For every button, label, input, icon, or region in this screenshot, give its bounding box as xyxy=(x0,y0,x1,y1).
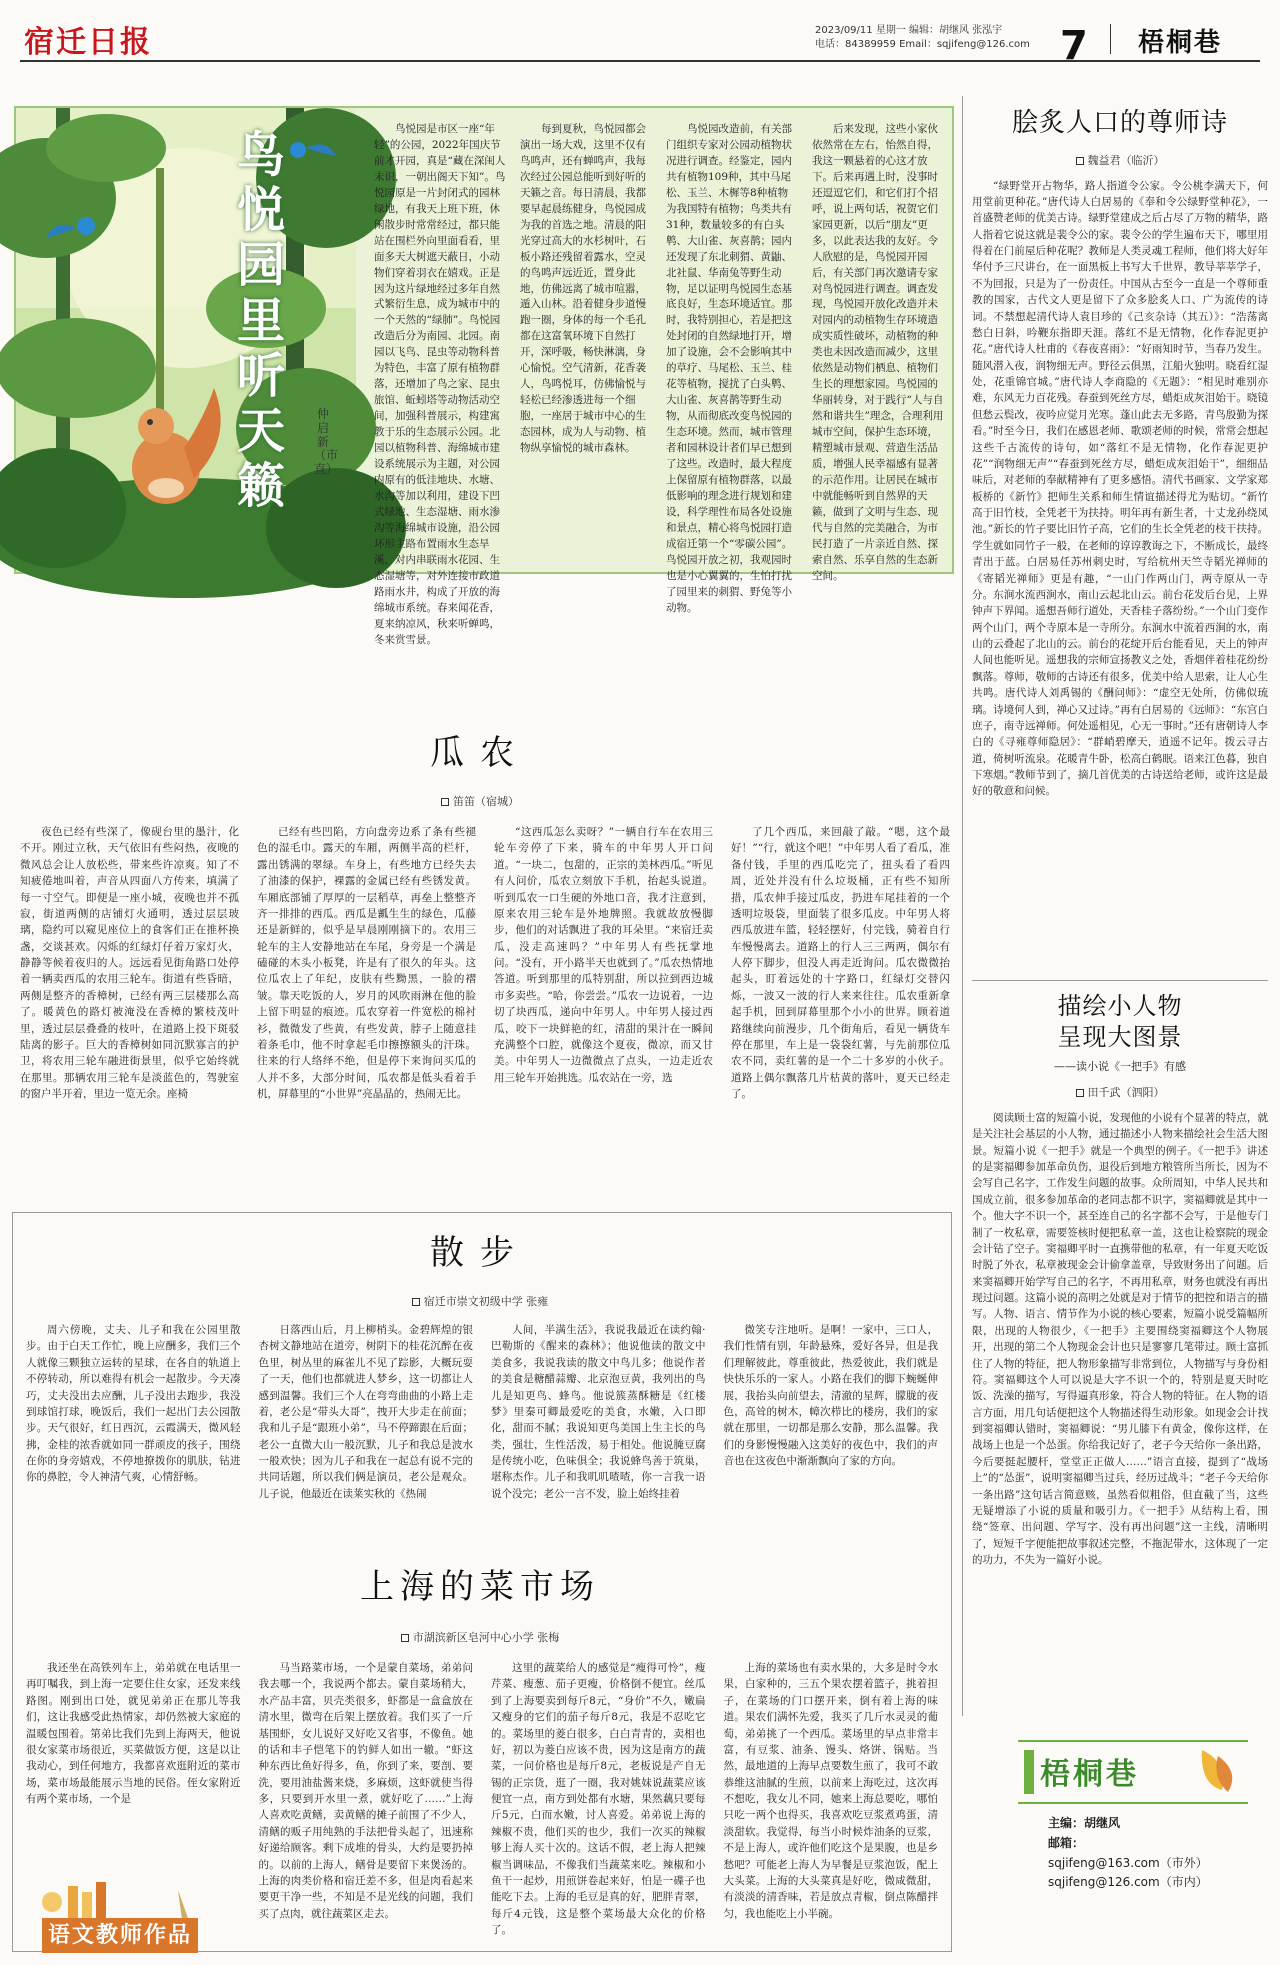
column-logo-text: 梧桐巷 xyxy=(1040,1757,1139,1792)
byline-square-icon xyxy=(401,1634,409,1642)
feature-byline: 仲启新（市直） xyxy=(314,407,339,477)
right-article-2-byline xyxy=(972,1085,1268,1102)
byline-square-icon xyxy=(441,798,449,806)
san-bu-col-1: 周六傍晚，丈夫、儿子和我在公园里散步。由于白天工作忙，晚上应酬多，我们三个人就像三颗独立运转的星球，在各自的轨道上不停转动，所以难得有机会一起散步。今天凑巧，丈夫没出去应酬，儿子没出去跑步，我没到球馆打球，晚饭后，我们一起出门去公园散步。天气很好，红日西沉，云霞满天，微风轻拂，金桂的浓香就如同一群顽皮的孩子，围绕在你的身旁嬉戏，不停地撩拨你的肌肤，钻进你的鼻腔，令人神清气爽，心情舒畅。 xyxy=(26,1324,241,1484)
right-article-1-author: 魏益君（临沂） xyxy=(1087,154,1165,167)
cai-shi-chang-col-2: 马当路菜市场，一个是蒙自菜场，弟弟问我去哪一个，我说两个都去。蒙自菜场稍大，水产品丰富，贝壳类很多，虾都是一盒盒放在清水里，微弯在后架上摆放着。我们买了一斤基围虾，女儿说好又好吃又省事，不像鱼。她的话和丰子恺笔下的钓鲜人如出一辙。“虾这种东西比鱼好得多，鱼，你到了来，要剖、要洗，要用油盐酱来烧，多麻烦，这虾就使当得多，只要到开水里一煮，就好吃了……”上海人喜欢吃黄鳝，卖黄鳝的摊子前围了不少人，清鳝的贩子用纯熟的手法把骨头起了，迅速称好递给顾客。剩下成堆的骨头，大约是要扔掉的。以前的上海人，鳝骨是要留下来煲汤的。上海的肉类价格和宿迁差不多，但是肉看起来要更干净一些，不知是不是光线的问题，我们买了点肉，就往蔬菜区走去。 xyxy=(258,1662,473,1920)
editor-info xyxy=(1048,1814,1208,1893)
san-bu-columns xyxy=(26,1322,938,1540)
contact-line: 电话：84389959 Email：sqjifeng@126.com xyxy=(815,39,1030,50)
teacher-works-badge xyxy=(28,1880,228,1950)
san-bu-author: 宿迁市崇文初级中学 张雍 xyxy=(423,1295,549,1308)
right-article-2-title-line1: 描绘小人物 xyxy=(1057,991,1183,1020)
right-article-1-byline xyxy=(972,153,1268,170)
cai-shi-chang-col-3: 这里的蔬菜给人的感觉是“瘦得可怜”，瘦芹菜、瘦葱、茄子更瘦，价格倒不便宜。丝瓜到了上海要卖到每斤8元，“身价”不久，嫩扁又瘦身的它们的茄子每斤8元，我是不忍吃它的。菜场里的菱白很多，白白青青的，卖相也好，初以为菱白应该不贵，因为这是南方的蔬菜，一问价格也是每斤8元，老板说是产自无锡的正宗货，逛了一圈，我对姚妹说蔬菜应该便宜一点，南方到处都有水塘，果然藕只要每斤5元，白而水嫩，讨人喜爱。弟弟说上海的辣椒不贵，他们买的也少，我们一次买的辣椒够上海人买十次的。这话不假，老上海人把辣椒当调味品，不像我们当蔬菜来吃。辣椒和小鱼干一起炒，用煎饼卷起来好，怕是一碟子也能吃下去。上海的毛豆是真的好，肥胖青翠，每斤4元钱，这是整个菜场最大众化的价格了。 xyxy=(491,1662,706,1936)
gua-nong-title: 瓜农 xyxy=(430,733,530,773)
editor-label: 主编：胡继风 xyxy=(1048,1816,1121,1830)
byline-square-icon xyxy=(1076,1089,1084,1097)
right-article-2-body: 阅读顾士富的短篇小说，发现他的小说有个显著的特点，就是关注社会基层的小人物，通过描述小人物来描绘社会生活大图景。短篇小说《一把手》就是一个典型的例子。《一把手》讲述的是窦福卿参加革命负伤，退役后到地方粮管所当所长，因为不会写自己名字，工作发生问题的故事。众所周知，中华人民共和国成立前，很多参加革命的老同志都不识字，窦福卿就是其中一个。他大字不识一个，甚至连自己的名字都不会写，于是他专门制了一枚私章，需要签核时便把私章一盖，这也让检察院的现金会计钻了空子。窦福卿平时一直携带他的私章，有一年夏天吃饭时脱了外衣，私章被现金会计偷拿盖章，导致财务出了问题。后来窦福卿开始学写自己的名字，不再用私章，财务也就没有再出现过问题。这篇小说的高明之处就是对于情节的把控和语言的描写。人物、语言、情节作为小说的核心要素，短篇小说受篇幅所限，出现的人物很少，《一把手》主要围绕窦福卿这个人物展开，出现的第二个人物现金会计也只是寥寥几笔带过。顾士富抓住了人物的特征，把人物形象描写非常到位，人物描写与身份相符。窦福卿这个人可以说是大字不识一个的，特别是夏天时吃饭、洗澡的描写，写得逼真形象，符合人物的特征。在人物的语言方面，用几句话便把这个人物描述得生动形象。如现金会计找到窦福卿认错时，窦福卿说：“男儿膝下有黄金，像你这样，在战场上也是一个怂蛋。你给我记好了，老子今天给你一条出路，今后要挺起腰杆，堂堂正正做人……”语言直接，提到了“战场上”的“怂蛋”，说明窦福卿当过兵，经历过战斗；“老子今天给你一条出路”这句话言简意赅，虽然看似粗俗，但直截了当，这些无疑增添了小说的质量和吸引力。《一把手》从结构上看，围绕“签章、出问题、学写字、没有再出问题”这一主线，清晰明了，短短千字便能把故事叙述完整，不拖泥带水，这体现了一定的功力，不失为一篇好小说。 xyxy=(972,1111,1268,1566)
byline-square-icon xyxy=(1076,157,1084,165)
right-article-2-title-line2: 呈现大图景 xyxy=(1057,1022,1183,1051)
right-article-2-subtitle: ——读小说《一把手》有感 xyxy=(1054,1059,1186,1073)
email-link-1[interactable]: sqjifeng@163.com（市外） xyxy=(1048,1855,1208,1870)
feature-title: 鸟悦园里听天籁 xyxy=(236,127,285,515)
column-logo xyxy=(1018,1740,1248,1804)
issue-meta xyxy=(815,24,1030,52)
gua-nong-col-4: 了几个西瓜，来回敲了敲。“嗯，这个最好！”“行，就这个吧！”中年男人看了看瓜，准备付钱，手里的西瓜吃完了，扭头看了看四周，近处并没有什么垃圾桶，正有些不知所措，瓜农伸手接过瓜皮，扔进车尾挂着的一个透明垃圾袋，里面装了很多瓜皮。中年男人将西瓜放进车篮，轻轻摆好，付完钱，骑着自行车慢慢离去。道路上的行人三三两两，偶尔有人停下脚步，但没人再走近询问。瓜农微微抬起头，盯着远处的十字路口，红绿灯交替闪烁，一波又一波的行人来来往往。瓜农重新拿起手机，回到屏幕里那个小小的世界。顾着道路继续向前漫步，几个街角后，看见一辆货车停在那里，车上是一袋袋红薯，与先前那位瓜农不同，卖红薯的是一个二十多岁的小伙子。道路上偶尔飘落几片枯黄的落叶，夏天已经走了。 xyxy=(731,826,950,1100)
right-article-1-body: “绿野堂开占物华，路人指道令公家。令公桃李满天下，何用堂前更种花。”唐代诗人白居易的《奉和令公绿野堂种花》，一首盛赞老师的优美古诗。绿野堂建成之后占尽了万物的精华，路人指着它说这就是裴令公的家。裴令公的学生遍布天下，哪里用得着在门前屋后种花呢？教师是人类灵魂工程师，他们将大好年华付予三尺讲台，在一面黑板上书写大千世界，教导莘莘学子，不为回报，只是为了一份责任。中国从古至今一直是一个尊师重教的国家，古代文人更是留下了众多脍炙人口、广为流传的诗词。不禁想起清代诗人袁目珍的《己亥杂诗（其五）》：“浩荡离愁白日斜，吟鞭东指即天涯。落红不是无情物，化作春泥更护花。”唐代诗人杜甫的《春夜喜雨》：“好雨知时节，当春乃发生。随风潜入夜，润物细无声。野径云俱黑，江船火独明。晓看红湿处，花重锦官城。”唐代诗人李商隐的《无题》：“相见时难别亦难，东风无力百花残。春蚕到死丝方尽，蜡炬成灰泪始干。晓镜但愁云鬓改，夜吟应觉月光寒。蓬山此去无多路，青鸟殷勤为探看。”时至今日，我们在感恩老师、歌颂老师的时候，常常会想起这些千古流传的诗句，如“落红不是无情物，化作春泥更护花”“润物细无声”“春蚕到死丝方尽，蜡炬成灰泪始干”，细细品味后，对老师的奉献精神有了更多感悟。清代书画家、文学家郑板桥的《新竹》把师生关系和师生情谊描述得尤为贴切。“新竹高于旧竹枝，全凭老干为扶持。明年再有新生者，十丈龙孙绕凤池。”新长的竹子要比旧竹子高，它们的生长全凭老的枝干扶持。学生就如同竹子一般，在老师的谆谆教诲之下，不断成长，最终青出于蓝。白居易任苏州刺史时，写给杭州天竺寺韬光禅师的《寄韬光禅师》更是有趣，“一山门作两山门，两寺原从一寺分。东涧水流西涧水，南山云起北山云。前台花发后台见，上界钟声下界闻。遥想吾师行道处，天香桂子落纷纷。”一个山门变作两个山门，两个寺原本是一寺所分。东涧水中流着西涧的水，南山的云叠起了北山的云。前台的花绽开后台能看见，天上的钟声人间也能听见。遥想我的宗师宣扬教义之处，香烟伴着桂花纷纷飘落。尊师，敬师的古诗还有很多，优美中给人思索，让人心生共鸣。唐代诗人刘禹锡的《酬问师》：“虚空无处所，仿佛似琉璃。诗境何人到，禅心又过诗。”再有白居易的《远师》：“东宫白庶子，南寺远禅师。何处遥相见，心无一事时。”还有唐朝诗人李白的《寻雍尊师隐居》：“群峭碧摩天，逍遥不记年。拨云寻古道，倚树听流泉。花暖青牛卧，松高白鹤眠。语来江色暮，独自下寒烟。”教师节到了，摘几首优美的古诗送给老师，或许这是最好的敬意和问候。 xyxy=(972,179,1268,798)
san-bu-col-4: 微笑专注地听。是啊！一家中，三口人，我们性情有别，年龄悬殊，爱好各异，但是我们理解彼此，尊重彼此，热爱彼此，我们就是快快乐乐的一家人。小路在我们的脚下蜿蜒伸展，我抬头向前望去，清澈的星辉，朦胧的夜色，高耸的树木，幛次栉比的楼房，我们的家就在那里，一切都是那么安静，那么温馨。我们的身影慢慢融入这美好的夜色中，我们的声音也在这夜色中渐渐飘向了家的方向。 xyxy=(723,1324,938,1467)
feature-col-2: 每到夏秋，鸟悦园都会演出一场大戏，这里不仅有鸟鸣声，还有蝉鸣声，我每次经过公园总能听到好听的天籁之音。每日清晨，我都要早起晨练健身，鸟悦园成为我的首选之地。清晨的阳光穿过高大的水杉树叶，石板小路还残留着露水，空灵的鸟鸣声远近近，置身此地，仿佛远离了城市喧嚣，遁入山林。沿着健身步道慢跑一圈，身体的每一个毛孔都在这富氧环境下自然打开，深呼吸，畅快淋漓，身心愉悦。空气清新，花香袭人，鸟鸣悦耳，仿佛愉悦与轻松已经渗透进每一个细胞，一座居于城市中心的生态园林，成为人与动物、植物纵享愉悦的城市森林。 xyxy=(520,123,646,455)
date-line: 2023/09/11 星期一 编辑：胡继风 张泓宇 xyxy=(815,25,1003,36)
gua-nong-col-3: “这西瓜怎么卖呀？”一辆自行车在农用三轮车旁停了下来，骑车的中年男人开口问道。“一块二，包甜的，正宗的美林西瓜。”听见有人问价，瓜农立刻放下手机，抬起头说道。听到瓜农一口生硬的外地口音，我才注意到，原来农用三轮车是外地牌照。我就故放慢脚步，他们的对话飘进了我的耳朵里。“来宿迁卖瓜，没走高速吗？”中年男人有些抚掌地问。“没有，开小路半天也就到了。”瓜农热情地答道。听到那里的瓜特别甜，所以拉到西边城市多卖些。“哈，你尝尝。”瓜农一边说着，一边切了块西瓜，递向中年男人。中年男人接过西瓜，咬下一块鲜艳的红，清甜的果汁在一瞬间充满整个口腔，就像这个夏夜，微凉，而又甘美。中年男人一边微微点了点头，一边走近农用三轮车开始挑选。瓜农站在一旁，选 xyxy=(494,826,713,1084)
email-link-2[interactable]: sqjifeng@126.com（市内） xyxy=(1048,1875,1208,1890)
feature-col-1: 鸟悦园是市区一座“年轻”的公园，2022年国庆节前才开园，真是“藏在深闺人未识，一朝出阁天下知”。鸟悦园原是一片封闭式的园林绿地，有我天上班下班，休闲散步时常常经过，都只能站在围栏外向里面看看，里面多天大树遮天蔽日，小动物们穿着羽衣在嬉戏。正是因为这片绿地经过多年自然式繁衍生息，成为城市中的一个天然的“绿肺”。鸟悦园改造后分为南园、北园。南园以飞鸟、昆虫等动物科普为特色，丰富了原有植物群落，还增加了鸟之家、昆虫旅馆、蚯蚓塔等动物活动空间，加强科普展示，构建寓教于乐的生态展示公园。北园以植物科普、海绵城市建设系统展示为主题，对公园内原有的低洼地块、水塘、水沟等加以利用，建设下凹式绿地、生态湿塘、雨水渗沟等海绵城市设施，沿公园环形主路布置雨水生态旱溪，对内串联雨水花园、生态湿塘等，对外连接市政道路雨水井，构成了开放的海绵城市系统。春来闻花香，夏来纳凉风，秋来听蝉鸣，冬来赏雪景。 xyxy=(374,123,506,646)
page-header xyxy=(20,18,1260,69)
san-bu-title: 散步 xyxy=(430,1233,530,1273)
cai-shi-chang-byline xyxy=(290,1630,670,1647)
forest-illustration xyxy=(16,108,356,572)
feature-columns xyxy=(374,122,944,646)
feature-col-3: 鸟悦园改造前，有关部门组织专家对公园动植物状况进行调查。经鉴定，园内共有植物109种，其中马尾松、玉兰、木樨等8种植物为我国特有植物；鸟类共有31种，数量较多的有白头鹎、大山雀、灰喜鹊；园内还发现了东北刺猬、黄鼬、北社鼠、华南兔等野生动物，足以证明鸟悦园生态基底良好，生态环境适宜。那时，我特别担心，若是把这处封闭的自然绿地打开，增加了设施，会不会影响其中的草疗、马尾松、玉兰、桂花等植物，搅扰了白头鹎、大山雀、灰喜鹊等野生动物，从而彻底改变鸟悦园的生态环境。然而，城市管理者和园林设计者们早已想到了这些。改造时，最大程度上保留原有植物群落，以最低影响的理念进行规划和建设，科学理性布局各处设施和景点，精心将鸟悦园打造成宿迁第一个“零碳公园”。鸟悦园开放之初，我观园时也是小心翼翼的，生怕打扰了园里来的刺猬、野兔等小动物。 xyxy=(666,123,793,614)
right-column xyxy=(972,96,1268,1655)
byline-square-icon xyxy=(412,1298,420,1306)
san-bu-col-3: 人间，半满生活》，我说我最近在读约翰·巴勒斯的《醒来的森林》；他说他读的散文中美食多，我说我读的散文中鸟儿多；他说作者的美食是糖醋蒜瓣、北京泡豆黄，我列出的鸟儿是知更鸟、蜂鸟。他说簇蒸酥糖是《红楼梦》里秦可卿最爱吃的美食，水嫩，入口即化，甜而不腻；我说知更鸟美国上生主长的鸟类，强壮，生性活泼，易于相处。他说腌豆腐是传统小吃，色味俱全；我说蜂鸟善于筑巢，堪称杰作。儿子和我叽叽喳喳，你一言我一语说个没完；老公一言不发，脸上始终挂着 xyxy=(491,1324,706,1500)
right-article-2-title xyxy=(972,991,1268,1053)
right-article-2-author: 田千武（泗阳） xyxy=(1087,1086,1165,1100)
section-name: 梧桐巷 xyxy=(1138,28,1223,58)
right-divider xyxy=(972,980,1268,981)
right-article-1-title: 脍炙人口的尊师诗 xyxy=(1011,108,1228,138)
gua-nong-col-1: 夜色已经有些深了，像砚台里的墨汁，化不开。刚过立秋，天气依旧有些闷热，夜晚的微风总会让人放松些，带来些许凉爽。知了不知疲倦地叫着，声音从四面八方传来，填满了每一寸空气。即便是一座小城，夜晚也并不孤寂，街道两侧的店铺灯火通明，透过层层玻璃，隐约可以窥见座位上的食客们正在推杯换盏，交谈甚欢。闪烁的红绿灯仔着万家灯火，静静等候着夜归的人。远远看见街角路口处停着一辆卖西瓜的农用三轮车。街道有些昏暗，两侧是整齐的香樟树，已经有两三层楼那么高了。暖黄色的路灯被淹没在香樟的繁枝茂叶里，透过层层叠叠的枝叶，在道路上投下斑驳陆离的影子。巨大的香樟树如同沉默寡言的护卫，将农用三轮车融进街景里，似乎它始终就在那里。那辆农用三轮车是淡蓝色的，驾驶室的窗户半开着，里边一览无余。座椅 xyxy=(20,826,239,1100)
feature-article xyxy=(14,106,954,646)
cai-shi-chang-author: 市湖滨新区皂河中心小学 张梅 xyxy=(412,1631,560,1644)
gua-nong-byline xyxy=(340,794,620,811)
column-separator xyxy=(962,96,963,1716)
gua-nong-author: 笛笛（宿城） xyxy=(453,795,519,808)
san-bu-col-2: 日落西山后，月上柳梢头。金碧辉煌的银杏树文静地站在道旁，树阴下的桂花沉醉在夜色里，树丛里的麻雀儿不见了踪影，大概玩耍了一天，他们也都就进人梦乡，这一切都让人感到温馨。我们三个人在弯弯曲曲的小路上走着，老公是“带头大哥”，拽开大步走在前面；我和儿子是“跟班小弟”，马不停蹄跟在后面；老公一直微大山一般沉默，儿子和我总是波水一般欢快；因为儿子和我在一起总有说不完的共同话题，所以我们俩是演员，老公是观众。儿子说，他最近在读莱实秋的《热闹 xyxy=(258,1324,473,1500)
masthead-logo: 宿迁日报 xyxy=(24,25,152,60)
cai-shi-chang-col-4: 上海的菜场也有卖水果的，大多是时令水果，白家种的，三五个果农摆着篮子，挑着担子，在菜场的门口摆开来，倒有着上海的味道。果农们满怀先爱，我买了几斤水灵灵的葡萄，弟弟挑了一个西瓜。菜场里的早点非常丰富，有豆浆、油条、馒头、烙饼、锅贴。当然，最地道的上海早点要数生煎了，我可不敢恭维这油腻的生煎，以前来上海吃过，这次再不想吃，我女儿不同，她来上海总要吃，哪怕只吃一两个也得买，我喜欢吃豆浆煮鸡蛋，清淡甜软。我觉得，每当小时候炸油条的豆浆，不是上海人，或许他们吃这个是果腹，也是乡愁吧？可能老上海人为早餐是豆浆泡饭，配上大头菜。上海的大头菜真是好吃，微咸微甜，有淡淡的清香味，若是放点青椒，倒点陈醋拌匀，我也能吃上小半碗。 xyxy=(723,1662,938,1920)
teacher-works-label: 语文教师作品 xyxy=(42,1918,198,1953)
cai-shi-chang-col-1: 我还坐在高铁列车上，弟弟就在电话里一再叮嘱我，到上海一定要住住女家，还发来线路图。刚到出口处，就见弟弟正在那儿等我们，这让我感受此热情家，却仍然被大家庭的温暖包围着。第弟比我们先到上海两天，他说很女家菜市场很近，买菜做饭方便，这是以让我动心，到任何地方，我都喜欢逛附近的菜市场，菜市场最能展示当地的民俗。侄女家附近有两个菜市场，一个是 xyxy=(26,1662,241,1805)
san-bu-byline xyxy=(290,1294,670,1311)
cai-shi-chang-title: 上海的菜市场 xyxy=(360,1567,600,1607)
gua-nong-columns xyxy=(20,824,950,1194)
gua-nong-col-2: 已经有些凹陷，方向盘旁边系了条有些褪色的湿毛巾。露天的车厢，两侧半高的栏杆，露出锈满的翠绿。车身上，有些地方已经失去了油漆的保护，裸露的金属已经有些锈发黄。车厢底部铺了厚厚的一层稻草，再垒上整整齐齐一排排的西瓜。西瓜是瓤生生的绿色，瓜藤还是新鲜的，似乎是早晨刚刚摘下的。农用三轮车的主人安静地站在车尾，身旁是一个满是磕碰的木头小板凳，许是有了很久的年头。这位瓜农上了年纪，皮肤有些黝黑，一脸的褶皱。靠天吃饭的人，岁月的风吹雨淋在他的脸上留下明显的痕迹。瓜农穿着一件宽松的棉衬衫，微微发了些黄，有些发黄，脖子上随意挂着条毛巾，他不时拿起毛巾擦擦额头的汗珠。往来的行人络绎不绝，但是停下来询问买瓜的人并不多，大部分时间，瓜农都是低头看着手机，屏幕里的“小世界”亮晶晶的，热闹无比。 xyxy=(257,826,476,1100)
forest-illustration-svg xyxy=(16,108,356,572)
header-divider xyxy=(1110,24,1111,54)
page-number: 7 xyxy=(1060,23,1088,69)
feature-col-4: 后来发现，这些小家伙依然常在左右，怡然自得，我这一颗悬着的心这才放下。后来再遇上时，没事时还逗逗它们，和它们打个招呼，说上两句话，祝贺它们家园更新，以后“朋友”更多，以此表达我的友好。令人欣慰的是，鸟悦园开园后，有关部门再次邀请专家对鸟悦园进行调查。调查发现，鸟悦园开放化改造并未对园内的动植物生存环境造成实质性破坏，动植物的种类也未因改造而减少，这里依然是动物们栖息、植物们生长的理想家园。鸟悦园的华丽转身，对于践行“人与自然和谐共生”理念，合理利用城市空间，保护生态环境，精塑城市景观、营造生活品质，增强人民幸福感有显著的示范作用。让居民在城市中就能畅听到自然界的天籁，做到了文明与生态、现代与自然的完美融合，为市民打造了一片亲近自然、探索自然、乐享自然的生态新空间。 xyxy=(812,123,944,582)
email-label: 邮箱： xyxy=(1048,1835,1085,1850)
